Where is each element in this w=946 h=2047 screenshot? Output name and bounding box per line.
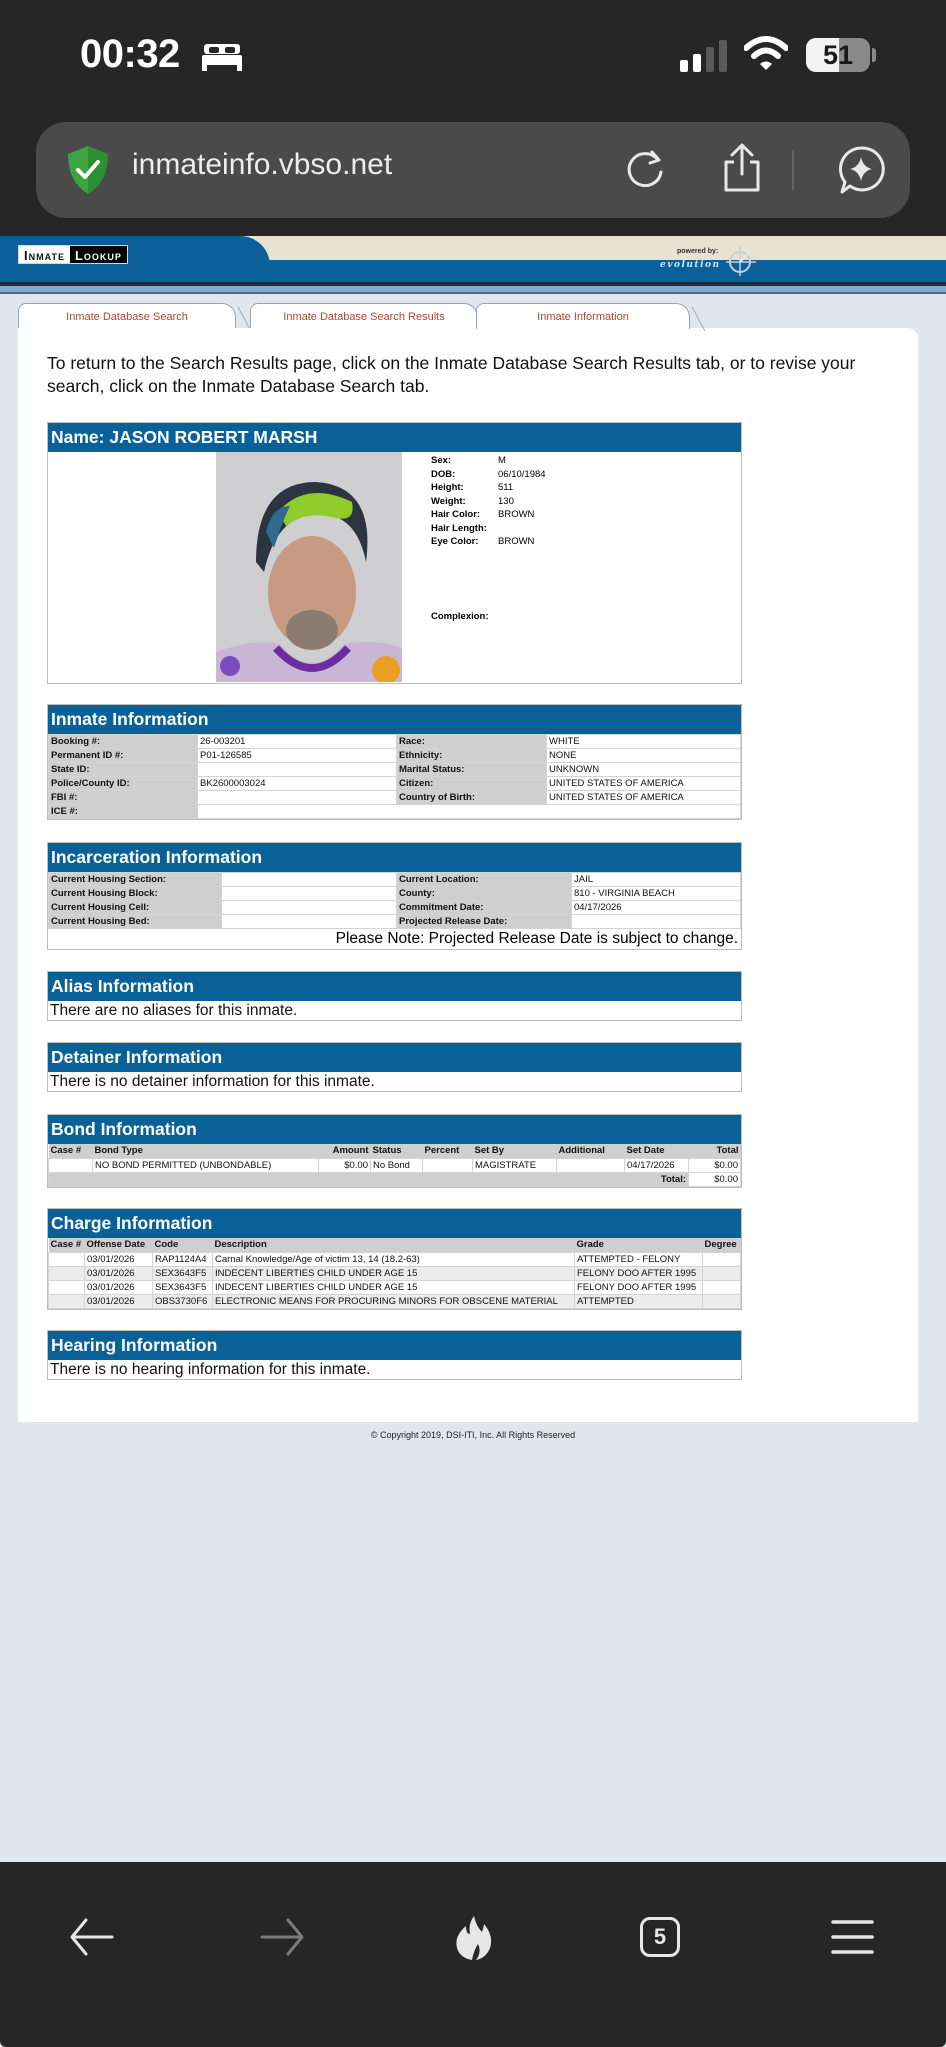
bond-cell-type: NO BOND PERMITTED (UNBONDABLE) <box>93 1158 319 1172</box>
hearing-section <box>47 1330 742 1380</box>
evolution-logo-icon <box>722 242 760 278</box>
charge-row <box>49 1294 741 1308</box>
ice-row: ICE #: <box>49 805 741 819</box>
charge-column-header: Description <box>213 1238 575 1252</box>
wifi-icon <box>744 36 788 72</box>
name-section <box>47 422 742 684</box>
bond-column-header: Bond Type <box>93 1144 319 1158</box>
charge-cell-degree <box>703 1280 741 1294</box>
charge-column-header: Degree <box>703 1238 741 1252</box>
bond-cell-total: $0.00 <box>689 1158 741 1172</box>
section-heading: Inmate Information <box>48 705 741 734</box>
field-label: Current Housing Cell: <box>49 901 222 915</box>
field-value: NONE <box>547 749 741 763</box>
field-value <box>198 791 397 805</box>
inmate-info-row <box>49 791 741 805</box>
charge-cell-code: RAP1124A4 <box>153 1252 213 1266</box>
bond-table <box>48 1144 741 1187</box>
intro-instructions: To return to the Search Results page, click on the Inmate Database Search Results tab, or to revise your search, click on the Inmate Database Search tab. <box>47 353 856 396</box>
field-label: County: <box>397 887 572 901</box>
charge-cell-case <box>49 1294 85 1308</box>
charge-cell-case <box>49 1280 85 1294</box>
field-label: Race: <box>397 735 547 749</box>
browser-toolbar <box>0 1862 946 2047</box>
incarceration-row <box>49 873 741 887</box>
charge-cell-code: SEX3643F5 <box>153 1266 213 1280</box>
detainer-section <box>47 1042 742 1092</box>
inmate-info-row <box>49 735 741 749</box>
field-label: Country of Birth: <box>397 791 547 805</box>
field-label: Current Housing Section: <box>49 873 222 887</box>
section-heading: Detainer Information <box>48 1043 741 1072</box>
charge-column-header: Case # <box>49 1238 85 1252</box>
battery-indicator <box>806 38 870 72</box>
section-heading: Bond Information <box>48 1115 741 1144</box>
incarceration-section <box>47 842 742 950</box>
field-value <box>222 887 397 901</box>
bond-column-header: Set Date <box>625 1144 689 1158</box>
hearing-message: There is no hearing information for this inmate. <box>50 1361 371 1378</box>
shield-check-icon <box>64 144 112 196</box>
bond-cell-set-by: MAGISTRATE <box>473 1158 557 1172</box>
physical-description <box>431 454 546 622</box>
charge-cell-code: OBS3730F6 <box>153 1294 213 1308</box>
back-arrow-icon[interactable] <box>66 1912 116 1962</box>
status-time: 00:32 <box>80 32 180 76</box>
bond-cell-status: No Bond <box>371 1158 423 1172</box>
charge-section <box>47 1208 742 1310</box>
alias-message: There are no aliases for this inmate. <box>50 1002 298 1019</box>
field-value: WHITE <box>547 735 741 749</box>
field-label: Current Location: <box>397 873 572 887</box>
inmate-info-row <box>49 777 741 791</box>
bond-cell-amount: $0.00 <box>319 1158 371 1172</box>
charge-cell-degree <box>703 1266 741 1280</box>
site-banner <box>0 236 946 294</box>
inmate-info-row <box>49 763 741 777</box>
bond-total-row: Total: $0.00 <box>49 1172 741 1186</box>
tab-inmate-database-search-results[interactable]: Inmate Database Search Results <box>250 303 478 329</box>
address-bar[interactable] <box>36 122 910 218</box>
banner-divider-thin <box>0 292 946 294</box>
phys-row: DOB: 06/10/1984 <box>431 468 546 480</box>
charge-cell-grade: ATTEMPTED <box>575 1294 703 1308</box>
name-body <box>48 452 741 683</box>
bed-icon <box>202 42 242 72</box>
fire-icon[interactable] <box>448 1912 498 1962</box>
charge-cell-date: 03/01/2026 <box>85 1266 153 1280</box>
field-value <box>222 901 397 915</box>
charge-cell-case <box>49 1266 85 1280</box>
charge-cell-desc: INDECENT LIBERTIES CHILD UNDER AGE 15 <box>213 1280 575 1294</box>
field-value: P01-126585 <box>198 749 397 763</box>
charge-cell-grade: FELONY DOO AFTER 1995 <box>575 1280 703 1294</box>
battery-nub <box>872 48 876 62</box>
bond-cell-percent <box>423 1158 473 1172</box>
field-label: FBI #: <box>49 791 198 805</box>
charge-cell-date: 03/01/2026 <box>85 1280 153 1294</box>
logo-word-inmate: Inmate <box>19 246 70 263</box>
bond-column-header: Case # <box>49 1144 93 1158</box>
field-label: Permanent ID #: <box>49 749 198 763</box>
charge-cell-desc: Carnal Knowledge/Age of victim 13, 14 (18.2-63) <box>213 1252 575 1266</box>
mugshot-photo <box>216 452 402 682</box>
charge-cell-desc: INDECENT LIBERTIES CHILD UNDER AGE 15 <box>213 1266 575 1280</box>
bond-cell-set-date: 04/17/2026 <box>625 1158 689 1172</box>
inmate-info-table <box>48 734 741 819</box>
bond-cell-additional <box>557 1158 625 1172</box>
reload-icon[interactable] <box>622 146 668 192</box>
phys-row: Sex: M <box>431 455 506 466</box>
phys-row: Eye Color: BROWN <box>431 536 535 547</box>
inmate-information-section <box>47 704 742 820</box>
charge-cell-code: SEX3643F5 <box>153 1280 213 1294</box>
detainer-message: There is no detainer information for this inmate. <box>50 1073 375 1090</box>
charge-cell-case <box>49 1252 85 1266</box>
field-value: UNKNOWN <box>547 763 741 777</box>
tab-inmate-database-search[interactable]: Inmate Database Search <box>18 303 236 329</box>
inmate-lookup-logo[interactable] <box>18 245 128 264</box>
cellular-signal-icon <box>680 40 732 72</box>
field-value: 810 - VIRGINIA BEACH <box>572 887 741 901</box>
bond-column-header: Amount <box>319 1144 371 1158</box>
field-value <box>572 915 741 929</box>
field-label: Projected Release Date: <box>397 915 572 929</box>
charge-cell-grade: ATTEMPTED - FELONY <box>575 1252 703 1266</box>
field-label: State ID: <box>49 763 198 777</box>
charge-table <box>48 1238 741 1309</box>
share-icon[interactable] <box>720 142 764 194</box>
field-value <box>222 915 397 929</box>
field-label: Booking #: <box>49 735 198 749</box>
content-panel <box>18 328 918 1422</box>
incarceration-row <box>49 915 741 929</box>
inmate-name-heading: Name: JASON ROBERT MARSH <box>48 423 741 452</box>
section-heading: Incarceration Information <box>48 843 741 872</box>
logo-word-lookup: Lookup <box>70 246 127 263</box>
field-label: Current Housing Block: <box>49 887 222 901</box>
charge-row <box>49 1252 741 1266</box>
field-value: UNITED STATES OF AMERICA <box>547 791 741 805</box>
bond-column-header: Additional <box>557 1144 625 1158</box>
tab-inmate-information[interactable]: Inmate Information <box>476 303 690 329</box>
charge-column-header: Offense Date <box>85 1238 153 1252</box>
browser-chrome-top <box>0 0 946 236</box>
incarceration-table <box>48 872 741 929</box>
field-label: Current Housing Bed: <box>49 915 222 929</box>
url-text[interactable]: inmateinfo.vbso.net <box>132 148 393 181</box>
incarceration-row <box>49 901 741 915</box>
url-divider <box>792 150 794 190</box>
incarceration-row <box>49 887 741 901</box>
bond-column-header: Percent <box>423 1144 473 1158</box>
charge-row <box>49 1266 741 1280</box>
field-value: JAIL <box>572 873 741 887</box>
alias-section <box>47 971 742 1021</box>
charge-cell-date: 03/01/2026 <box>85 1252 153 1266</box>
field-value: BK2600003024 <box>198 777 397 791</box>
field-label: Police/County ID: <box>49 777 198 791</box>
charge-cell-grade: FELONY DOO AFTER 1995 <box>575 1266 703 1280</box>
bond-column-header: Set By <box>473 1144 557 1158</box>
field-label: Citizen: <box>397 777 547 791</box>
phys-row: Hair Length: <box>431 522 487 534</box>
copyright-footer: © Copyright 2019, DSI-ITI, Inc. All Rights Reserved <box>370 1430 576 1440</box>
powered-by-label: powered by: <box>677 248 719 255</box>
menu-icon[interactable] <box>828 1912 878 1962</box>
phys-row: Weight: 130 <box>431 495 514 507</box>
charge-column-header: Grade <box>575 1238 703 1252</box>
forward-arrow-icon[interactable] <box>258 1912 308 1962</box>
section-heading: Charge Information <box>48 1209 741 1238</box>
complexion-label: Complexion: <box>431 611 489 622</box>
field-label: Ethnicity: <box>397 749 547 763</box>
section-heading: Hearing Information <box>48 1331 741 1360</box>
field-label: Commitment Date: <box>397 901 572 915</box>
phys-row: Height: 511 <box>431 482 514 493</box>
charge-cell-degree <box>703 1294 741 1308</box>
vendor-name: evolution <box>660 260 721 270</box>
phys-row: Hair Color: BROWN <box>431 509 535 520</box>
field-value: UNITED STATES OF AMERICA <box>547 777 741 791</box>
field-value: 26-003201 <box>198 735 397 749</box>
charge-cell-date: 03/01/2026 <box>85 1294 153 1308</box>
field-label: Marital Status: <box>397 763 547 777</box>
bond-cell-case <box>49 1158 93 1172</box>
assistant-icon[interactable] <box>836 144 886 196</box>
tabs-icon[interactable]: 5 <box>640 1917 680 1957</box>
bond-row <box>49 1158 741 1172</box>
charge-cell-desc: ELECTRONIC MEANS FOR PROCURING MINORS FOR OBSCENE MATERIAL <box>213 1294 575 1308</box>
field-value <box>198 763 397 777</box>
section-heading: Alias Information <box>48 972 741 1001</box>
bond-section <box>47 1114 742 1188</box>
bond-column-header: Status <box>371 1144 423 1158</box>
charge-row <box>49 1280 741 1294</box>
charge-cell-degree <box>703 1252 741 1266</box>
field-value: 04/17/2026 <box>572 901 741 915</box>
battery-percent: 51 <box>822 40 854 70</box>
bond-column-header: Total <box>689 1144 741 1158</box>
inmate-info-row <box>49 749 741 763</box>
release-date-note: Please Note: Projected Release Date is subject to change. <box>335 930 738 947</box>
field-value <box>222 873 397 887</box>
charge-column-header: Code <box>153 1238 213 1252</box>
